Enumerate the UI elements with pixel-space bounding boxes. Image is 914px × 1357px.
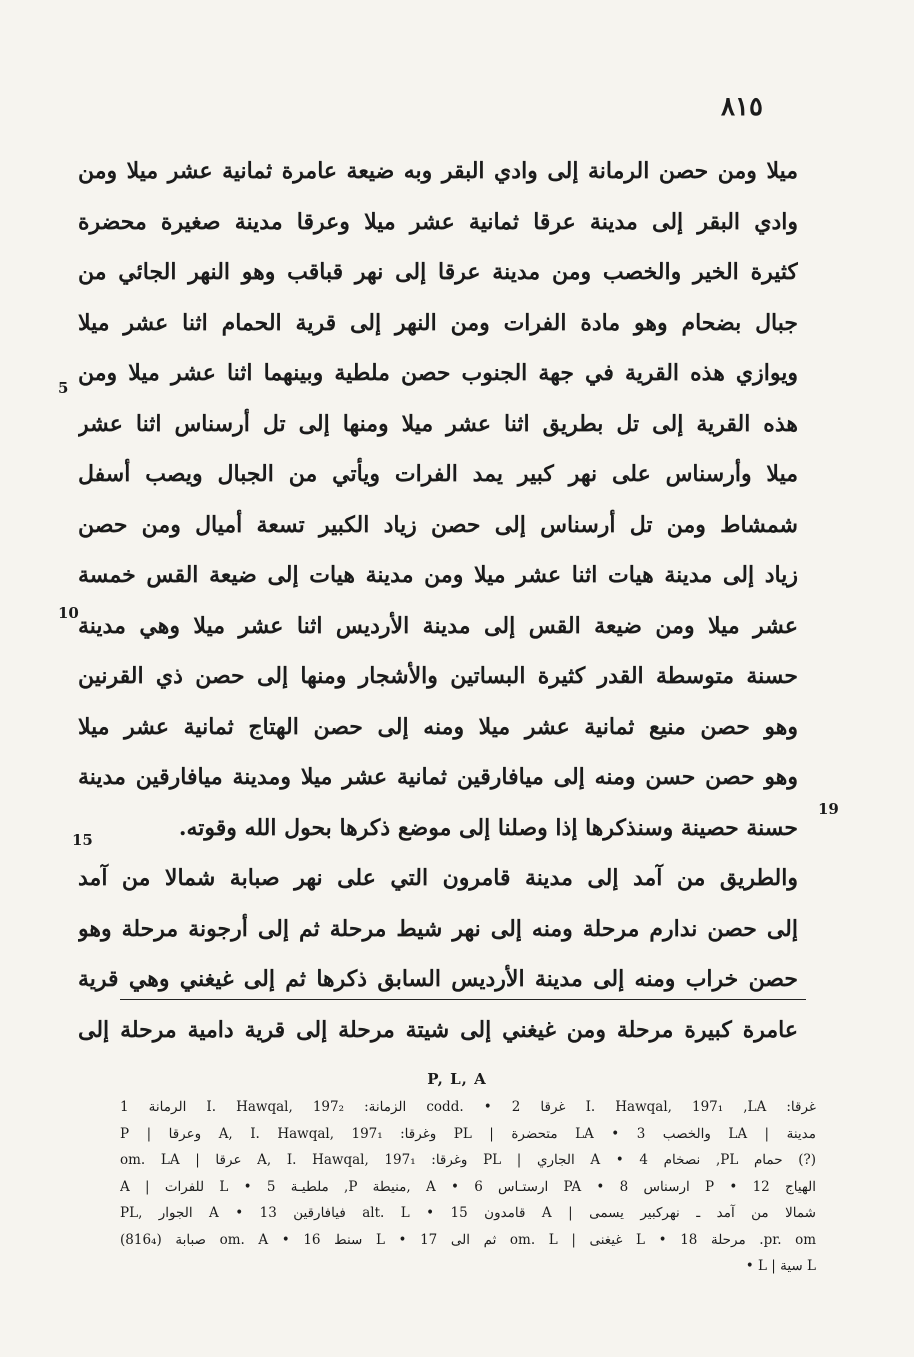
manuscript-sigla: P, L, A [427, 1070, 487, 1088]
text-line: ميلا وأرسناس على نهر كبير يمد الفرات ويأتي من الجبال ويصب أسفل [78, 461, 798, 487]
text-line: حسنة حصينة وسنذكرها إذا وصلنا إلى موضع ذكرها بحول الله وقوته. [178, 814, 798, 841]
text-line: زياد إلى مدينة هيات اثنا عشر ميلا ومن مدينة هيات إلى ضيعة القس خمسة [78, 562, 798, 588]
text-line: ويوازي هذه القرية في جهة الجنوب حصن ملطية وبينهما اثنا عشر ميلا ومن [78, 360, 798, 386]
apparatus-line: شمالا من آمد ـ نهركبير يسمى | A قامدون 15 • alt. L فيافارقين 13 • A الجوار ,PL [120, 1205, 816, 1221]
critical-apparatus [120, 1094, 816, 1280]
text-line: عامرة كبيرة مرحلة ومن غيغني إلى شيتة مرحلة إلى قرية دامية مرحلة إلى [78, 1016, 798, 1043]
apparatus-line: مدينة | LA والخصب 3 • LA متحضرة | PL وغرقا: A, I. Hawqal, 197₁ وعرقا | P [120, 1125, 816, 1142]
line-number-5: 5 [58, 379, 69, 397]
apparatus-line: غرقا: I. Hawqal, 197₁ ,LA غرقا 2 • .codd الزمانة: I. Hawqal, 197₂ الرمانة 1 [120, 1099, 816, 1115]
apparatus-line: (?) حمام PL, نصخام 4 • A الجاري | PL وغرقا: A, I. Hawqal, 197₁ عرقا | om. LA [120, 1152, 816, 1168]
main-text [78, 146, 798, 1055]
text-line: حسنة متوسطة القدر كثيرة البساتين والأشجار ومنها إلى حصن ذي القرنين [78, 663, 798, 689]
page-number: ٨١٥ [721, 92, 763, 122]
apparatus-line: pr. om. مرحلة 18 • L غيغنى | om. L ثم الى 17 • L سنط 16 • om. A صبابة (816₄) [120, 1231, 816, 1248]
text-line: عشر ميلا ومن ضيعة القس إلى مدينة الأرديس اثنا عشر ميلا وهي مدينة [78, 612, 798, 639]
text-line: كثيرة الخير والخصب ومن مدينة عرقا إلى نهر قباقب وهو النهر الجائي من [78, 259, 798, 285]
text-line: ميلا ومن حصن الرمانة إلى وادي البقر وبه ضيعة عامرة ثمانية عشر ميلا ومن [78, 158, 798, 184]
line-number-10: 10 [58, 604, 79, 622]
text-line: هذه القرية إلى تل بطريق اثنا عشر ميلا ومنها إلى تل أرسناس اثنا عشر [78, 410, 798, 437]
line-number-19: 19 [818, 800, 839, 818]
text-line: والطريق من آمد إلى مدينة قامرون التي على نهر صبابة شمالا من آمد [78, 865, 798, 891]
apparatus-line: L سية | L • [745, 1258, 816, 1274]
text-line: وهو حصن حسن ومنه إلى ميافارقين ثمانية عشر ميلا ومدينة ميافارقين مدينة [78, 764, 798, 790]
text-line: وادي البقر إلى مدينة عرقا ثمانية عشر ميلا وعرقا مدينة صغيرة محضرة [78, 208, 798, 235]
text-line: شمشاط ومن تل أرسناس إلى حصن زياد الكبير تسعة أميال ومن حصن [78, 511, 798, 538]
apparatus-line: الهياج 12 • P ارسناس 8 • PA ارستـاس 6 • A ,منيطة P, ملطيـة 5 • L للفرات | A [120, 1178, 816, 1195]
text-line: جبال بضحام وهو مادة الفرات ومن النهر إلى قرية الحمام اثنا عشر ميلا [78, 309, 798, 336]
text-line: إلى حصن ندارم مرحلة ومنه إلى نهر شيط مرحلة ثم إلى أرجونة مرحلة وهو [78, 915, 798, 942]
line-number-15: 15 [72, 831, 93, 849]
footnote-divider [120, 999, 806, 1000]
text-line: حصن خراب ومنه إلى مدينة الأرديس السابق ذكرها ثم إلى غيغني وهي قرية [78, 966, 798, 992]
text-line: وهو حصن منيع ثمانية عشر ميلا ومنه إلى حصن الهتاج ثمانية عشر ميلا [78, 713, 798, 740]
